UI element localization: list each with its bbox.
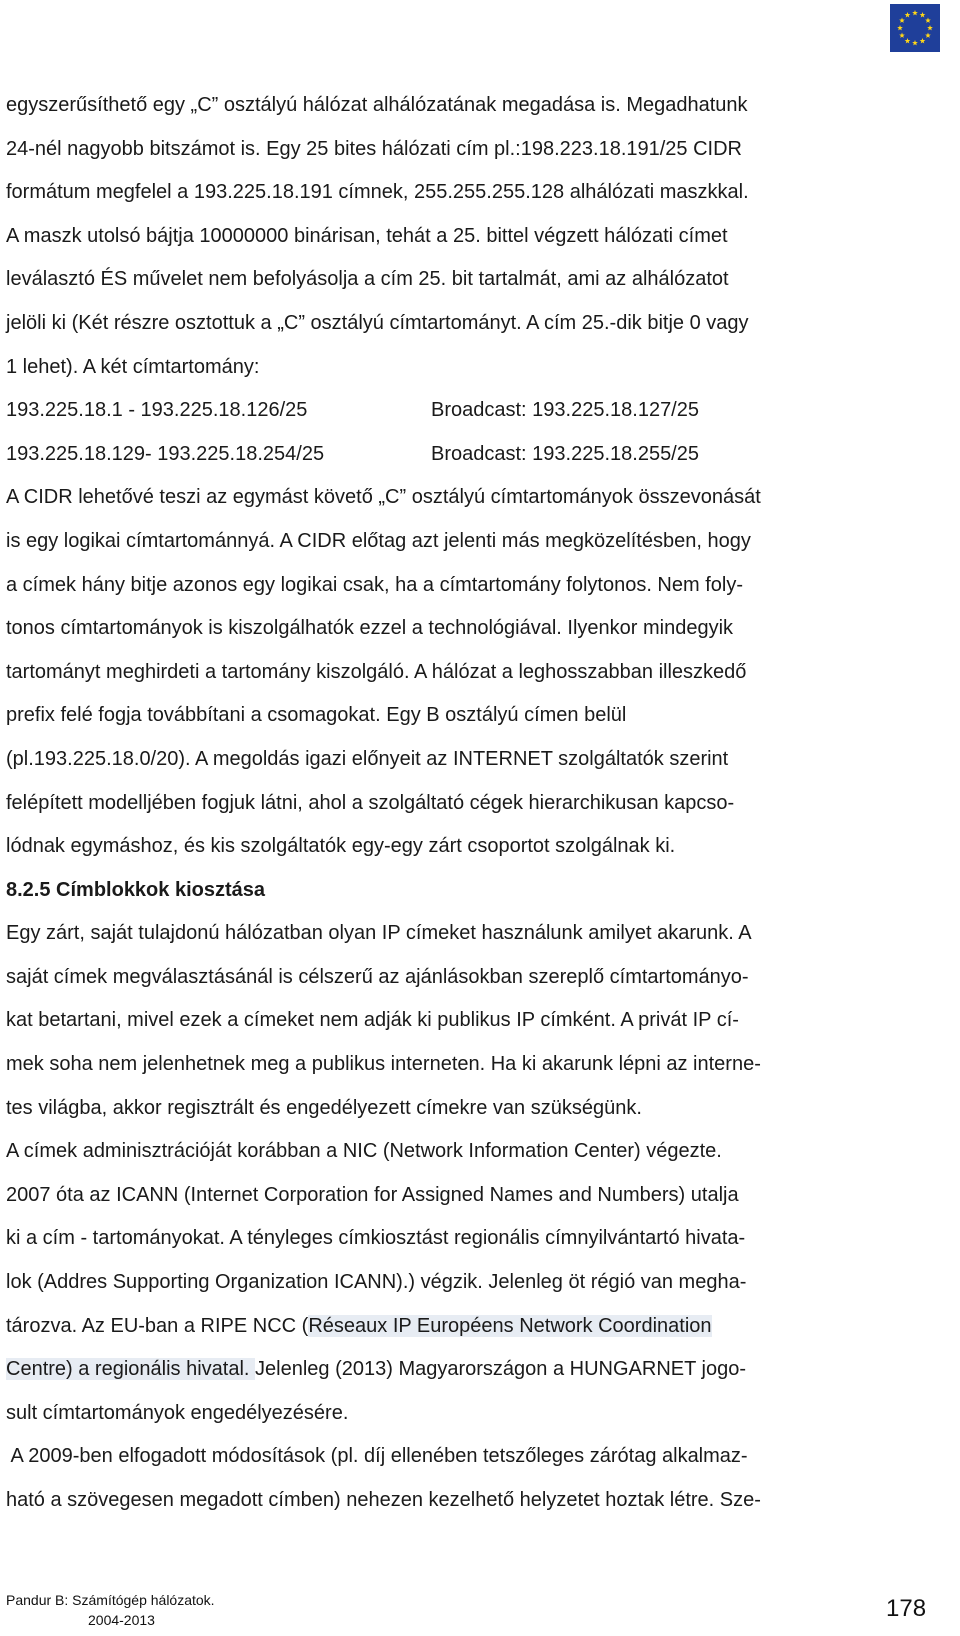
text-line: 1 lehet). A két címtartomány: xyxy=(6,355,260,378)
paragraph-cidr-aggregation xyxy=(6,476,956,868)
address-row xyxy=(6,389,956,433)
text-line: Egy zárt, saját tulajdonú hálózatban olyan IP címeket használunk amilyet akarunk. A xyxy=(6,922,752,945)
text-line: is egy logikai címtartománnyá. A CIDR előtag azt jelenti más megközelítésben, hogy xyxy=(6,529,751,552)
broadcast-address: Broadcast: 193.225.18.127/25 xyxy=(431,399,699,422)
address-row xyxy=(6,433,956,477)
highlighted-text: Réseaux IP Européens Network Coordination xyxy=(308,1314,712,1337)
text-line: tes világba, akkor regisztrált és engedélyezett címekre van szükségünk. xyxy=(6,1096,642,1119)
text-line: tartományt meghirdeti a tartomány kiszolgáló. A hálózat a leghosszabban illeszkedő xyxy=(6,660,747,683)
text-line: kat betartani, mivel ezek a címeket nem adják ki publikus IP címként. A privát IP cí- xyxy=(6,1009,739,1032)
text-line: 24-nél nagyobb bitszámot is. Egy 25 bites hálózati cím pl.:198.223.18.191/25 CIDR xyxy=(6,137,742,160)
document-body xyxy=(6,84,956,1523)
text-line: felépített modelljében fogjuk látni, ahol a szolgáltató cégek hierarchikusan kapcso- xyxy=(6,791,735,814)
footer-years: 2004-2013 xyxy=(88,1612,155,1628)
text-line: leválasztó ÉS művelet nem befolyásolja a cím 25. bit tartalmát, ami az alhálózatot xyxy=(6,268,729,291)
text-line: lok (Addres Supporting Organization ICANN).) végzik. Jelenleg öt régió van megha- xyxy=(6,1271,747,1294)
footer-author-title: Pandur B: Számítógép hálózatok. xyxy=(6,1592,215,1608)
text-line: a címek hány bitje azonos egy logikai csak, ha a címtartomány folytonos. Nem foly- xyxy=(6,573,744,596)
text-line: egyszerűsíthető egy „C” osztályú hálózat alhálózatának megadása is. Megadhatunk xyxy=(6,94,748,116)
text-line: prefix felé fogja továbbítani a csomagokat. Egy B osztályú címen belül xyxy=(6,704,627,727)
text-line: (pl.193.225.18.0/20). A megoldás igazi előnyeit az INTERNET szolgáltatók szerint xyxy=(6,747,729,770)
text-line: jelöli ki (Két részre osztottuk a „C” osztályú címtartományt. A cím 25.-dik bitje 0 vagy xyxy=(6,311,749,334)
text-line: sult címtartományok engedélyezésére. xyxy=(6,1401,349,1424)
text-line xyxy=(6,1348,956,1392)
section-heading: 8.2.5 Címblokkok kiosztása xyxy=(6,878,266,901)
text-line: A CIDR lehetővé teszi az egymást követő „C” osztályú címtartományok összevonását xyxy=(6,486,761,509)
text-line: tonos címtartományok is kiszolgálhatók ezzel a technológiával. Ilyenkor mindegyik xyxy=(6,617,734,640)
text-line: A maszk utolsó bájtja 10000000 binárisan, tehát a 25. bittel végzett hálózati címet xyxy=(6,224,728,247)
text-line: lódnak egymáshoz, és kis szolgáltatók egy-egy zárt csoportot szolgálnak ki. xyxy=(6,835,676,858)
text-line: A címek adminisztrációját korábban a NIC (Network Information Center) végezte. xyxy=(6,1140,722,1163)
text-line: 2007 óta az ICANN (Internet Corporation for Assigned Names and Numbers) utalja xyxy=(6,1183,739,1206)
eu-flag-icon xyxy=(890,4,940,52)
text-line: A 2009-ben elfogadott módosítások (pl. díj ellenében tetszőleges zárótag alkalmaz- xyxy=(6,1445,748,1468)
text-line: mek soha nem jelenhetnek meg a publikus interneten. Ha ki akarunk lépni az interne- xyxy=(6,1053,761,1076)
address-range: 193.225.18.129- 193.225.18.254/25 xyxy=(6,442,325,465)
text-line: ki a cím - tartományokat. A tényleges címkiosztást regionális címnyilvántartó hivata- xyxy=(6,1227,746,1250)
text-segment: tározva. Az EU-ban a RIPE NCC ( xyxy=(6,1314,309,1337)
address-ranges xyxy=(6,389,956,476)
paragraph-cidr-intro xyxy=(6,84,956,389)
text-line xyxy=(6,1305,956,1349)
address-range: 193.225.18.1 - 193.225.18.126/25 xyxy=(6,399,308,422)
paragraph-address-allocation xyxy=(6,912,956,1522)
highlighted-text: Centre) a regionális hivatal. xyxy=(6,1358,256,1381)
broadcast-address: Broadcast: 193.225.18.255/25 xyxy=(431,442,699,465)
page-number: 178 xyxy=(886,1595,927,1622)
text-segment: Jelenleg (2013) Magyarországon a HUNGARNET jogo- xyxy=(255,1358,746,1381)
page-footer xyxy=(6,1590,215,1630)
text-line: formátum megfelel a 193.225.18.191 címnek, 255.255.255.128 alhálózati maszkkal. xyxy=(6,181,749,204)
text-line: saját címek megválasztásánál is célszerű az ajánlásokban szereplő címtartományo- xyxy=(6,965,749,988)
text-line: ható a szövegesen megadott címben) nehezen kezelhető helyzetet hoztak létre. Sze- xyxy=(6,1489,761,1511)
